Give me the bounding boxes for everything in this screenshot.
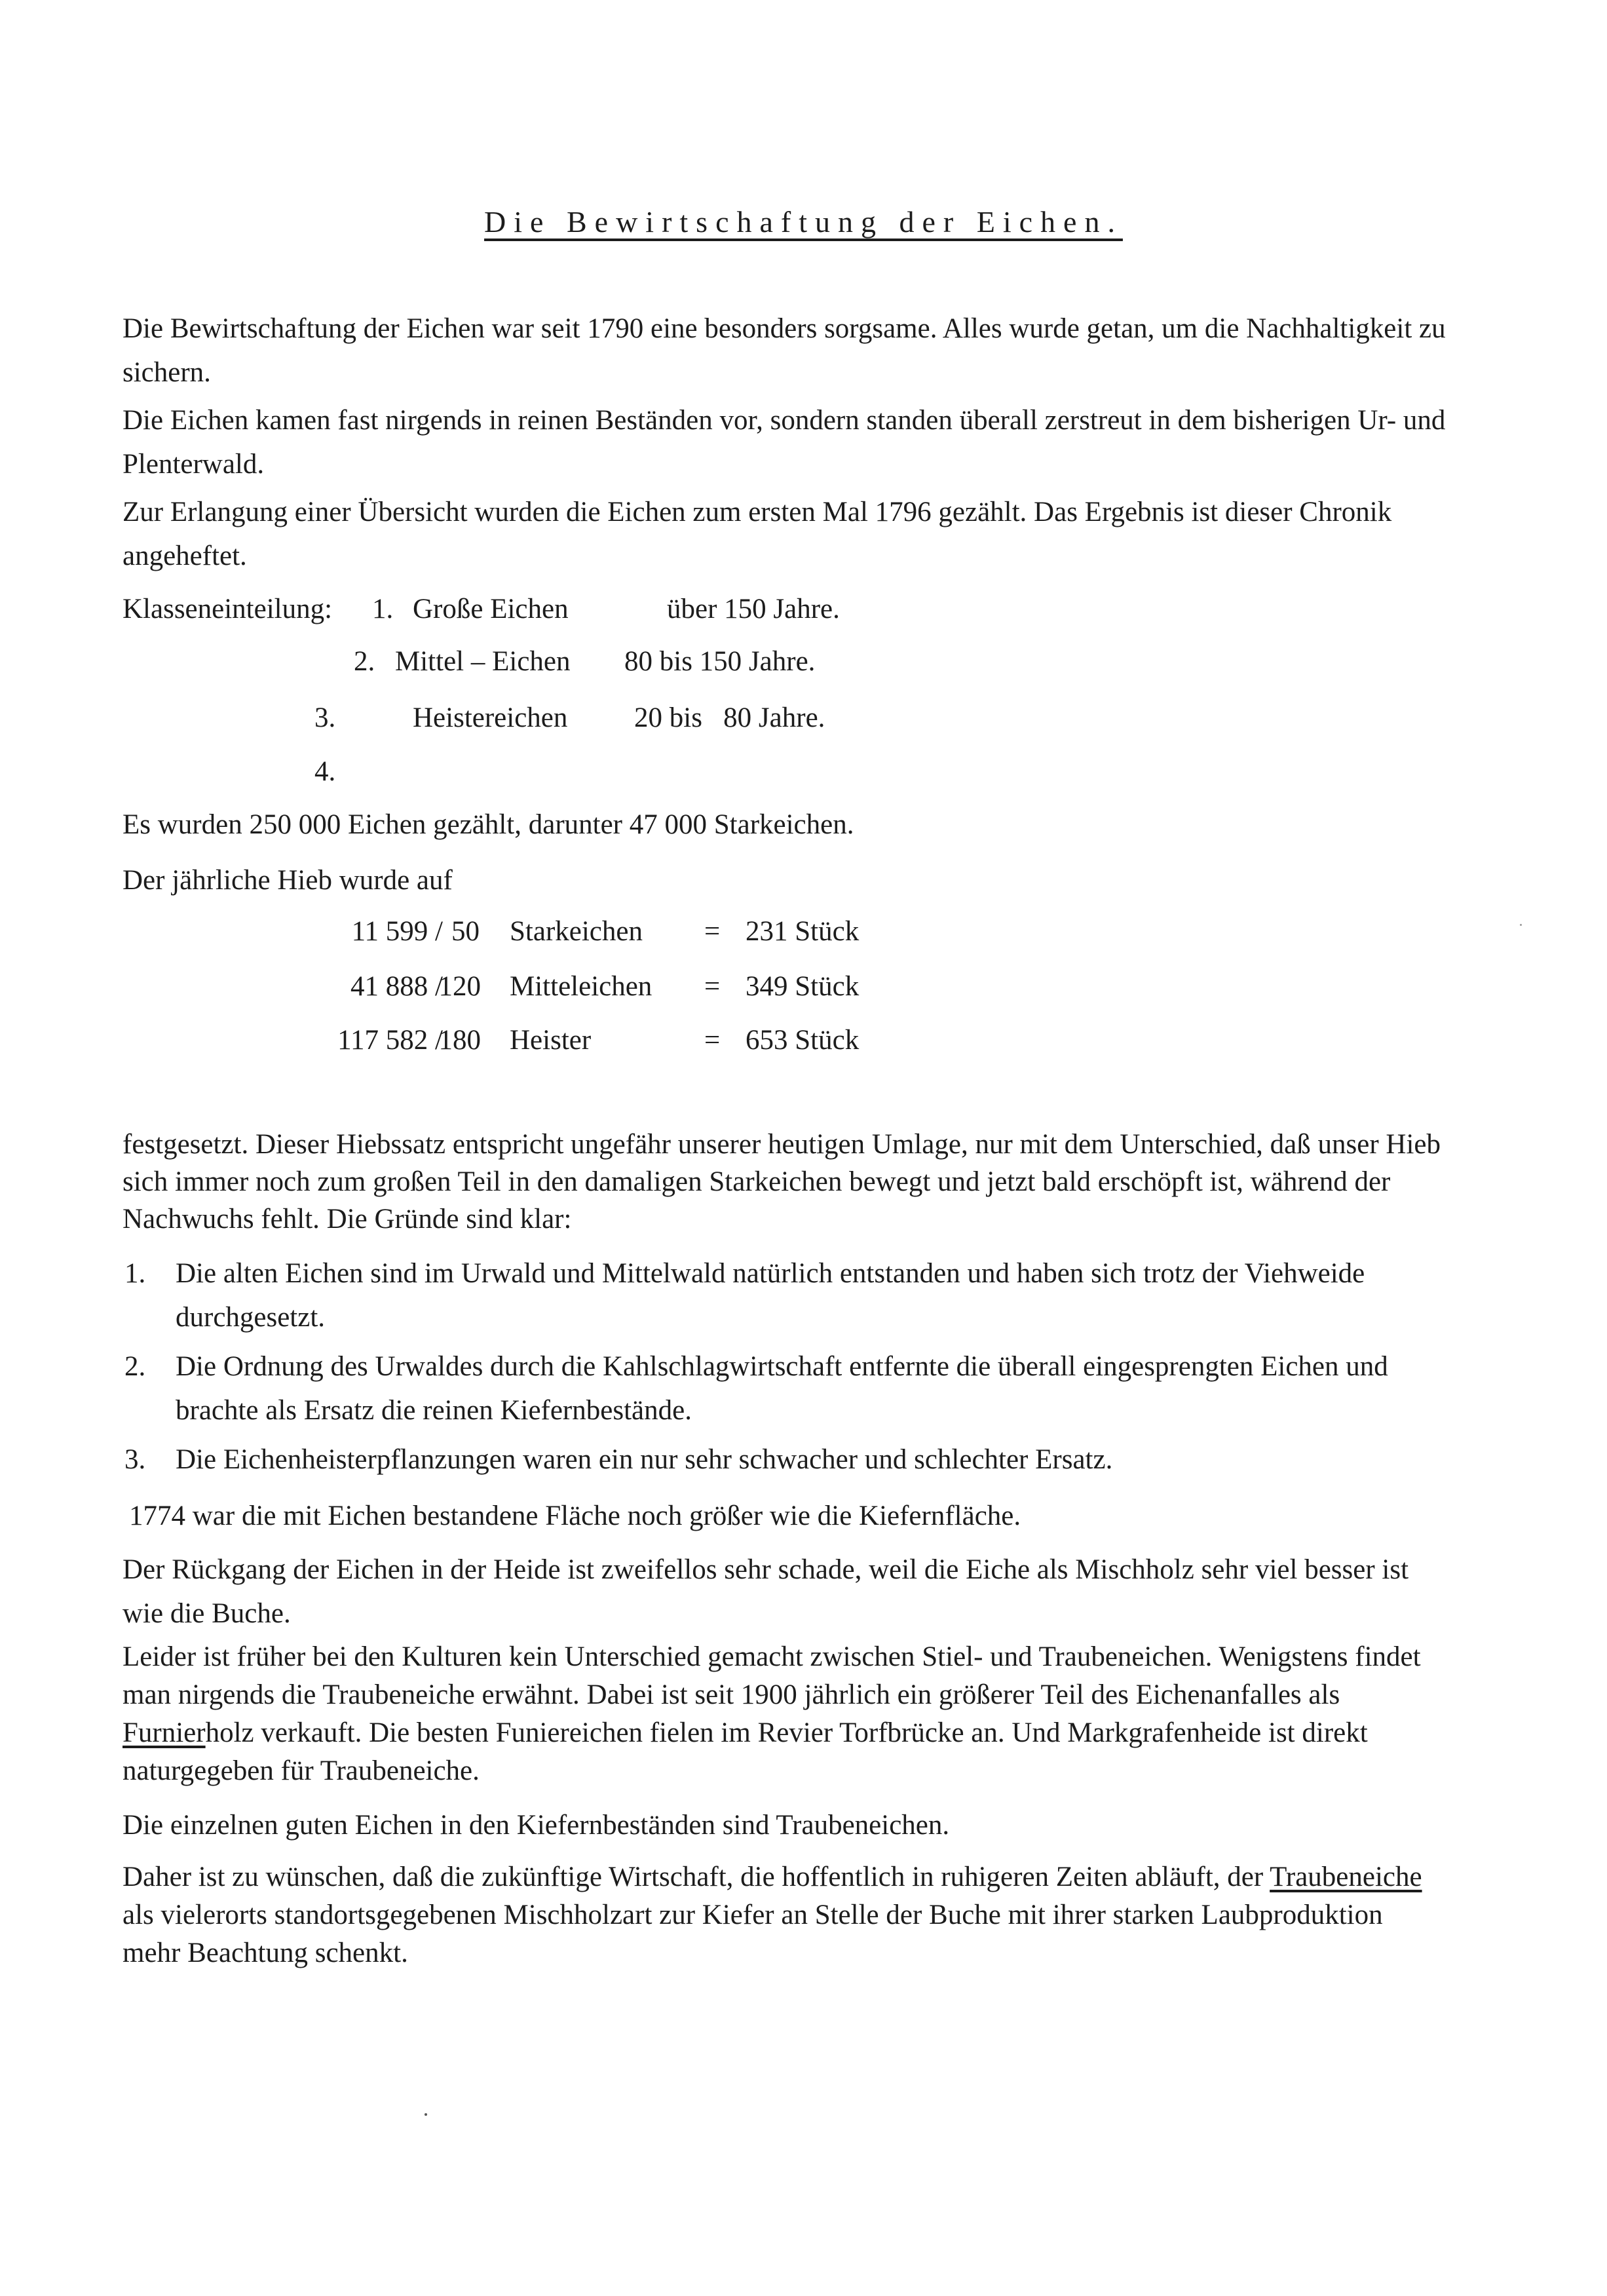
hieb-kind: Heister [510, 1025, 592, 1056]
underlined-word: Traubeneiche [1270, 1862, 1422, 1892]
hieb-equals: = [704, 971, 721, 1002]
paragraph-bestaende: Die Eichen kamen fast nirgends in reinen Beständen vor, sondern standen überall zerstreut in dem bisherigen Ur- und Plenterwald. [123, 405, 1446, 480]
hieb-kind: Starkeichen [510, 916, 643, 947]
klassen-label: Klasseneinteilung: [123, 594, 333, 624]
hieb-result: 653 Stück [746, 1025, 860, 1056]
list-number: 1. [124, 1258, 146, 1289]
list-text: Die alten Eichen sind im Urwald und Mittelwald natürlich entstanden und haben sich trotz der Viehweide durchgesetzt. [176, 1258, 1365, 1333]
underlined-word: Furnier [123, 1717, 206, 1748]
daher-text: Daher ist zu wünschen, daß die zukünftige Wirtschaft, die hoffentlich in ruhigeren Zeiten abläuft, der [123, 1862, 1270, 1892]
hieb-divisor: 120 [438, 971, 481, 1002]
paragraph-daher [123, 1858, 1446, 1972]
hieb-kind: Mitteleichen [510, 971, 652, 1002]
hieb-equals: = [704, 1025, 721, 1056]
leider-text-rest: holz verkauft. Die besten Funiereichen fielen im Revier Torfbrücke an. Und Markgrafenheide ist direkt naturgegeben für Traubeneiche. [123, 1717, 1368, 1786]
hieb-amount: 41 888 / [350, 971, 443, 1002]
klasse-range: über 150 Jahre. [667, 594, 840, 624]
paragraph-einzelnen: Die einzelnen guten Eichen in den Kiefernbeständen sind Traubeneichen. [123, 1810, 950, 1841]
hieb-divisor: 50 [451, 916, 480, 947]
klasse-num: 4. [314, 756, 336, 787]
list-text: Die Ordnung des Urwaldes durch die Kahlschlagwirtschaft entfernte die überall eingesprengten Eichen und brachte als Ersatz die reinen Kiefernbestände. [176, 1351, 1388, 1426]
list-number: 3. [124, 1444, 146, 1475]
hieb-amount: 11 599 / [351, 916, 443, 947]
paragraph-hieb-intro: Der jährliche Hieb wurde auf [123, 865, 453, 896]
hieb-divisor: 180 [438, 1025, 481, 1056]
paragraph-rueckgang: Der Rückgang der Eichen in der Heide ist zweifellos sehr schade, weil die Eiche als Mischholz sehr viel besser ist wie die Buche. [123, 1554, 1409, 1629]
klasse-range: 20 bis 80 Jahre. [634, 702, 825, 733]
klasse-num: 2. [354, 646, 375, 677]
paragraph-uebersicht: Zur Erlangung einer Übersicht wurden die Eichen zum ersten Mal 1796 gezählt. Das Ergebnis ist dieser Chronik angeheftet. [123, 497, 1392, 571]
klasse-range: 80 bis 150 Jahre. [624, 646, 816, 677]
scan-speck [1520, 924, 1522, 926]
list-text: Die Eichenheisterpflanzungen waren ein nur sehr schwacher und schlechter Ersatz. [176, 1444, 1113, 1475]
scan-speck [425, 2113, 427, 2116]
daher-text-rest: als vielerorts standortsgegebenen Mischholzart zur Kiefer an Stelle der Buche mit ihrer starken Laubproduktion mehr Beachtung schenkt. [123, 1900, 1383, 1968]
klasse-num: 1. [372, 594, 394, 624]
paragraph-intro: Die Bewirtschaftung der Eichen war seit 1790 eine besonders sorgsame. Alles wurde getan, um die Nachhaltigkeit zu sichern. [123, 313, 1446, 388]
hieb-result: 231 Stück [746, 916, 860, 947]
leider-text: Leider ist früher bei den Kulturen kein Unterschied gemacht zwischen Stiel- und Traubeneichen. Wenigstens findet man nirgends die Traubeneiche erwähnt. Dabei ist seit 1900 jährlich ein größerer Teil des Eichenanfalles als [123, 1641, 1421, 1710]
hieb-equals: = [704, 916, 721, 947]
klasse-num: 3. [314, 702, 336, 733]
list-number: 2. [124, 1351, 146, 1382]
klasse-name: Große Eichen [413, 594, 569, 624]
paragraph-leider [123, 1638, 1446, 1790]
paragraph-count: Es wurden 250 000 Eichen gezählt, darunter 47 000 Starkeichen. [123, 809, 854, 840]
paragraph-festgesetzt: festgesetzt. Dieser Hiebssatz entspricht ungefähr unserer heutigen Umlage, nur mit dem Unterschied, daß unser Hieb sich immer noch zum großen Teil in den damaligen Starkeichen bewegt und jetzt bald erschöpft ist, während der Nachwuchs fehlt. Die Gründe sind klar: [123, 1129, 1441, 1234]
page-title: Die Bewirtschaftung der Eichen. [484, 205, 1123, 239]
paragraph-1774: 1774 war die mit Eichen bestandene Fläche noch größer wie die Kiefernfläche. [129, 1501, 1021, 1531]
klasse-name: Heistereichen [413, 702, 568, 733]
hieb-amount: 117 582 / [337, 1025, 443, 1056]
klasse-name: Mittel – Eichen [395, 646, 571, 677]
hieb-result: 349 Stück [746, 971, 860, 1002]
